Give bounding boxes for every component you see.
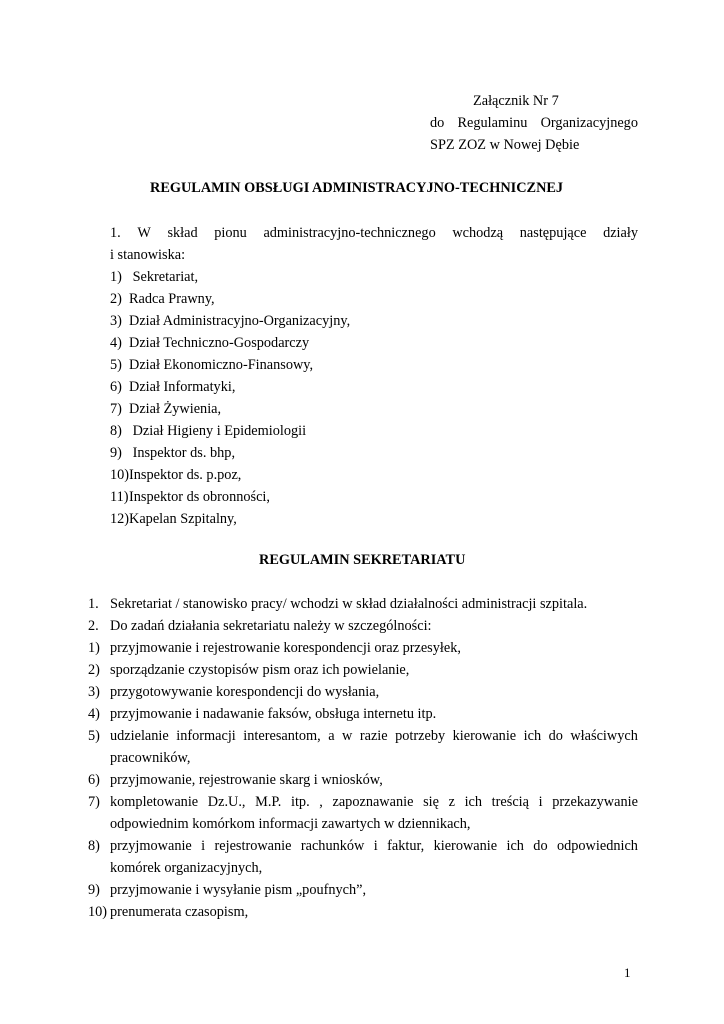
task-number: 4) (88, 706, 100, 722)
task-word: M.P. (255, 794, 282, 810)
task-item-continued: odpowiednim komórkom informacji zawartych w dziennikach, (110, 816, 471, 832)
task-word: i (201, 838, 206, 854)
list-number: 9) (110, 445, 122, 461)
task-item (110, 839, 638, 853)
list-item: Radca Prawny, (129, 291, 215, 307)
task-item: przygotowywanie korespondencji do wysłania, (110, 684, 380, 700)
task-word: kierowanie (433, 838, 498, 854)
task-item-continued: komórek organizacyjnych, (110, 860, 263, 876)
list-item: Inspektor ds. bhp, (129, 445, 236, 461)
section-title-secretariat: REGULAMIN SEKRETARIATU (259, 552, 466, 568)
task-item: prenumerata czasopism, (110, 904, 249, 920)
task-number: 3) (88, 684, 100, 700)
task-word: rachunków (300, 838, 365, 854)
list-number: 12) (110, 511, 130, 527)
task-word: razie (359, 728, 388, 744)
task-number: 5) (88, 728, 100, 744)
list-item: Dział Higieny i Epidemiologii (129, 423, 307, 439)
intro-word: 1. (110, 225, 121, 241)
list-item: Sekretariat, (129, 269, 199, 285)
intro-word: skład (167, 225, 198, 241)
section1-intro (110, 226, 638, 240)
task-word: , (319, 794, 323, 810)
task-number: 9) (88, 882, 100, 898)
task-word: kompletowanie (110, 794, 199, 810)
document-title: REGULAMIN OBSŁUGI ADMINISTRACYJNO-TECHNICZNEJ (150, 180, 564, 196)
task-number: 2) (88, 662, 100, 678)
intro-word: wchodzą (452, 225, 504, 241)
list-item: Dział Administracyjno-Organizacyjny, (129, 313, 351, 329)
list-item: Dział Żywienia, (129, 401, 222, 417)
task-word: itp. (290, 794, 310, 810)
task-word: faktur, (387, 838, 425, 854)
paragraph-number: 1. (88, 596, 99, 612)
paragraph-number: 2. (88, 618, 99, 634)
list-number: 6) (110, 379, 122, 395)
intro-word: następujące (519, 225, 587, 241)
task-word: i (538, 794, 543, 810)
task-word: ich (464, 794, 483, 810)
task-word: Dz.U., (207, 794, 246, 810)
list-item: Dział Ekonomiczno-Finansowy, (129, 357, 314, 373)
attachment-number: Załącznik Nr 7 (473, 93, 559, 109)
intro-word: działy (603, 225, 638, 241)
list-number: 7) (110, 401, 122, 417)
list-number: 5) (110, 357, 122, 373)
task-word: treścią (491, 794, 529, 810)
task-word: rejestrowanie (214, 838, 292, 854)
task-item: przyjmowanie i rejestrowanie korespondencji oraz przesyłek, (110, 640, 461, 656)
task-number: 6) (88, 772, 100, 788)
task-word: informacji (176, 728, 236, 744)
intro-word: administracyjno-technicznego (263, 225, 436, 241)
task-item: sporządzanie czystopisów pism oraz ich powielanie, (110, 662, 410, 678)
task-item (110, 795, 638, 809)
task-word: się (423, 794, 439, 810)
list-item: Dział Informatyki, (129, 379, 236, 395)
header-word: do (430, 115, 445, 131)
paragraph-text: Do zadań działania sekretariatu należy w szczególności: (110, 618, 432, 634)
task-number: 10) (88, 904, 108, 920)
list-number: 8) (110, 423, 122, 439)
task-word: przyjmowanie (110, 838, 192, 854)
task-item (110, 729, 638, 743)
list-number: 11) (110, 489, 129, 505)
section1-intro-continued: i stanowiska: (110, 247, 186, 263)
list-item: Inspektor ds obronności, (129, 489, 270, 505)
task-item-continued: pracowników, (110, 750, 191, 766)
list-item: Dział Techniczno-Gospodarczy (129, 335, 310, 351)
attachment-regulation-line (430, 116, 638, 130)
task-word: ich (523, 728, 542, 744)
task-word: udzielanie (110, 728, 169, 744)
header-word: Organizacyjnego (540, 115, 638, 131)
list-item: Kapelan Szpitalny, (129, 511, 237, 527)
task-item: przyjmowanie i nadawanie faksów, obsługa internetu itp. (110, 706, 437, 722)
task-word: do (533, 838, 548, 854)
task-word: i (373, 838, 378, 854)
task-word: kierowanie (452, 728, 517, 744)
intro-word: pionu (214, 225, 247, 241)
paragraph-text: Sekretariat / stanowisko pracy/ wchodzi w skład działalności administracji szpitala. (110, 596, 588, 612)
header-word: Regulaminu (457, 115, 528, 131)
list-number: 3) (110, 313, 122, 329)
task-word: w (342, 728, 353, 744)
task-word: z (448, 794, 455, 810)
task-word: a (328, 728, 335, 744)
task-word: ich (506, 838, 524, 854)
task-word: odpowiednich (556, 838, 638, 854)
task-word: przekazywanie (552, 794, 638, 810)
task-number: 1) (88, 640, 100, 656)
task-word: do (548, 728, 563, 744)
task-word: właściwych (570, 728, 638, 744)
task-item: przyjmowanie i wysyłanie pism „poufnych”, (110, 882, 367, 898)
attachment-institution: SPZ ZOZ w Nowej Dębie (430, 137, 580, 153)
list-item: Inspektor ds. p.poz, (129, 467, 242, 483)
list-number: 4) (110, 335, 122, 351)
task-word: zapoznawanie (332, 794, 414, 810)
list-number: 2) (110, 291, 122, 307)
task-word: interesantom, (243, 728, 321, 744)
intro-word: W (137, 225, 151, 241)
task-word: potrzeby (395, 728, 446, 744)
list-number: 10) (110, 467, 130, 483)
task-item: przyjmowanie, rejestrowanie skarg i wniosków, (110, 772, 383, 788)
task-number: 7) (88, 794, 100, 810)
task-number: 8) (88, 838, 100, 854)
page-number: 1 (624, 965, 631, 980)
list-number: 1) (110, 269, 122, 285)
